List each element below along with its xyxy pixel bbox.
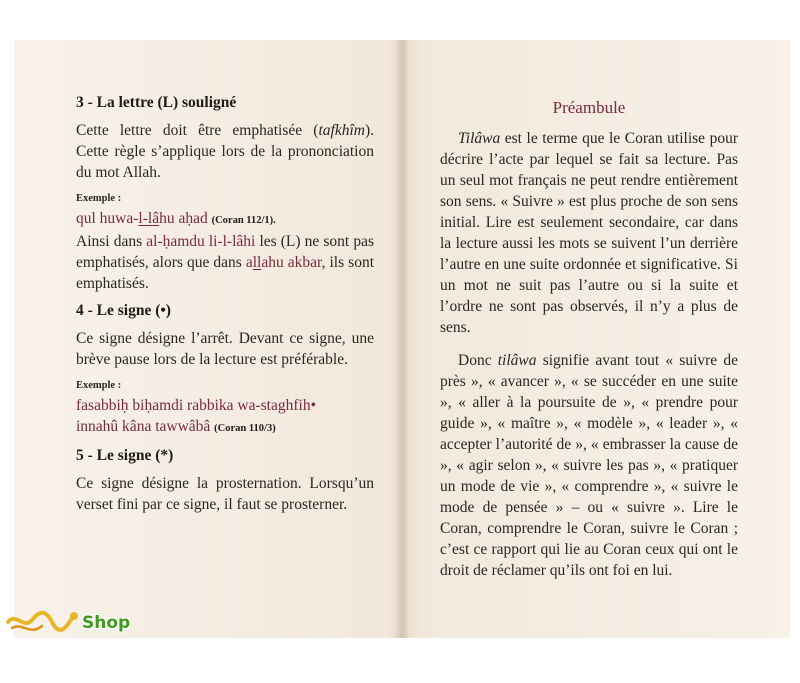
section4-example-label: Exemple : — [76, 380, 122, 391]
logo-text: Shop — [82, 613, 131, 633]
section4-heading: 4 - Le signe (•) — [76, 302, 171, 319]
preamble-paragraph-1 — [440, 128, 738, 338]
book-spread — [14, 40, 790, 638]
section3-line2-translit: al-ḥamdu li-l-lâhi — [146, 233, 256, 250]
section3-example-pre: qul huwa- — [76, 210, 139, 227]
section3-text-italic: tafkhîm — [318, 122, 365, 139]
section4-example-line1: fasabbiḥ biḥamdi rabbika wa-staghfih• — [76, 397, 317, 414]
section3-line2-pre: Ainsi dans — [76, 233, 147, 250]
section3-heading: 3 - La lettre (L) souligné — [76, 94, 237, 111]
section3-example-ref: (Coran 112/1). — [211, 215, 276, 226]
p1-text: est le terme que le Coran utilise pour décrire l’acte par lequel se fait sa lecture. Pas un seul mot français ne peut rendre entièrement son sens. « Suivre » est plus proche de son sens initial. Lire est seulement secondaire, car dans la lecture aussi les mots se suivent l’un derrière l’autre en une suite ordonnée et significative. Si un mot ne suit pas l’autre ou si la suite et l’ordre ne sont pas observés, il n’y a plus de sens. — [440, 130, 738, 336]
section4-example-ref: (Coran 110/3) — [214, 423, 276, 434]
p1-italic: Tilâwa — [458, 130, 501, 147]
section5-text: Ce signe désigne la prosternation. Lorsqu’un verset fini par ce signe, il faut se prosterner. — [76, 475, 374, 513]
section3-example-post: hu aḥad — [159, 210, 208, 227]
right-page-content — [440, 94, 738, 581]
section3-line2 — [76, 231, 374, 294]
section5-heading: 5 - Le signe (*) — [76, 447, 174, 464]
section3-line2-end: , ils sont emphatisés. — [76, 254, 374, 292]
section4-example — [76, 395, 374, 439]
left-page — [14, 40, 402, 638]
section3-line2-mid: les (L) ne sont pas emphatisés, alors que dans — [76, 233, 375, 271]
p2-italic: tilâwa — [497, 352, 537, 369]
p2-text: signifie avant tout « suivre de près », « avancer », « se succéder en une suite », « aller à la poursuite de », « prendre pour guide », « maître », « modèle », « leader », « accepter l’autorité de », « embrasser la cause de », « agir selon », « suivre les pas », « pratiquer un mode de vie », « comprendre », « suivre le mode de pensée » – ou « suivre ». Lire le Coran, comprendre le Coran, suivre le Coran ; c’est ce rapport qui lie au Coran ceux qui ont le droit de réclamer qu’ils ont foi en lui. — [440, 352, 738, 579]
preamble-paragraph-2 — [440, 350, 738, 581]
section3-example — [76, 208, 374, 231]
section3-line2-b: ahu akbar — [261, 254, 322, 271]
section3-line2-underlined: ll — [252, 254, 262, 271]
section3-text-before: Cette lettre doit être emphatisée ( — [76, 122, 319, 139]
left-page-content — [76, 94, 374, 515]
section3-text — [76, 120, 374, 183]
section3-line2-a: a — [245, 254, 253, 271]
page-title: Préambule — [552, 98, 626, 117]
section4-text: Ce signe désigne l’arrêt. Devant ce signe, une brève pause lors de la lecture est préférable. — [76, 330, 374, 368]
section3-example-label: Exemple : — [76, 193, 122, 204]
section3-example-underlined: l-lâ — [138, 210, 160, 227]
p2-pre: Donc — [458, 352, 498, 369]
book-gutter — [394, 40, 410, 638]
right-page — [402, 40, 790, 638]
section3-text-after: ). Cette règle s’applique lors de la prononciation du mot Allah. — [76, 122, 374, 181]
section4-example-line2: innahû kâna tawwâbâ — [76, 418, 211, 435]
